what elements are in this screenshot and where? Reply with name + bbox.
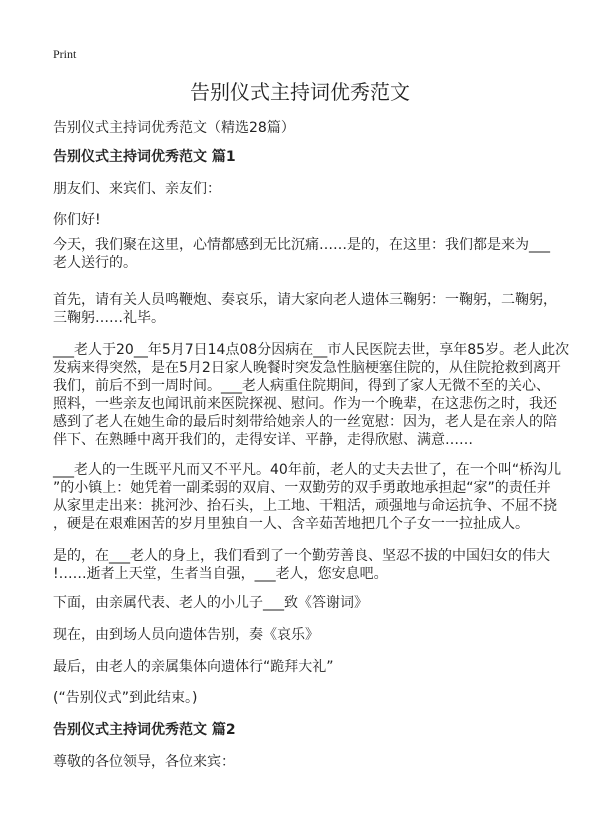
paragraph-8: 最后，由老人的亲属集体向遗体行“跪拜大礼” — [53, 659, 334, 675]
paragraph-2 — [53, 291, 580, 327]
line: 是的，在___老人的身上，我们看到了一个勤劳善良、坚忍不拔的中国妇女的伟大 — [53, 548, 550, 564]
greeting: 朋友们、来宾们、亲友们： — [53, 181, 221, 197]
paragraph-1 — [53, 236, 580, 272]
line: 伴下、在熟睡中离开我们的，走得安详、平静，走得欣慰、满意…… — [53, 432, 473, 448]
paragraph-3 — [53, 341, 580, 449]
line: ”的小镇上：她凭着一副柔弱的双肩、一双勤劳的双手勇敢地承担起“家”的责任并 — [53, 480, 551, 496]
line: 我们，前后不到一周时间。___老人病重住院期间，得到了家人无微不至的关心、 — [53, 378, 550, 394]
line: 首先，请有关人员鸣鞭炮、奏哀乐，请大家向老人遗体三鞠躬：一鞠躬，二鞠躬， — [53, 292, 557, 308]
line: 发病来得突然，是在5月2日家人晚餐时突发急性脑梗塞住院的，从住院抢救到离开 — [53, 360, 561, 376]
print-link[interactable]: Print — [53, 47, 77, 61]
section-heading-2: 告别仪式主持词优秀范文 篇2 — [53, 722, 236, 738]
line: 照料，一些亲友也闻讯前来医院探视、慰问。作为一个晚辈，在这悲伤之时，我还 — [53, 396, 557, 412]
paragraph-4 — [53, 461, 580, 533]
line: 从家里走出来：挑河沙、抬石头，上工地、干粗活，顽强地与命运抗争、不屈不挠 — [53, 498, 557, 514]
paragraph-6: 下面，由亲属代表、老人的小儿子___致《答谢词》 — [53, 595, 368, 611]
paragraph-10: 尊敬的各位领导，各位来宾： — [53, 754, 235, 770]
line: 今天，我们聚在这里，心情都感到无比沉痛……是的，在这里：我们都是来为___ — [53, 237, 550, 253]
line: ___老人于20__年5月7日14点08分因病在__市人民医院去世，享年85岁。老人此次 — [53, 342, 570, 358]
section-heading-1: 告别仪式主持词优秀范文 篇1 — [53, 149, 236, 165]
hello: 你们好! — [53, 212, 101, 228]
line: 老人送行的。 — [53, 255, 137, 271]
page-title: 告别仪式主持词优秀范文 — [190, 80, 410, 104]
line: !……逝者上天堂，生者当自强，___老人，您安息吧。 — [53, 566, 388, 582]
line: ___老人的一生既平凡而又不平凡。40年前，老人的丈夫去世了，在一个叫“桥沟儿 — [53, 462, 562, 478]
subtitle: 告别仪式主持词优秀范文（精选28篇） — [53, 120, 295, 136]
paragraph-5 — [53, 547, 580, 583]
paragraph-7: 现在，由到场人员向遗体告别，奏《哀乐》 — [53, 627, 319, 643]
line: 三鞠躬……礼毕。 — [53, 310, 165, 326]
line: 感到了老人在她生命的最后时刻带给她亲人的一丝宽慰：因为，老人是在亲人的陪 — [53, 414, 557, 430]
line: ，硬是在艰难困苦的岁月里独自一人、含辛茹苦地把几个子女一一拉扯成人。 — [53, 516, 529, 532]
paragraph-9: (“告别仪式”到此结束。) — [53, 690, 198, 706]
